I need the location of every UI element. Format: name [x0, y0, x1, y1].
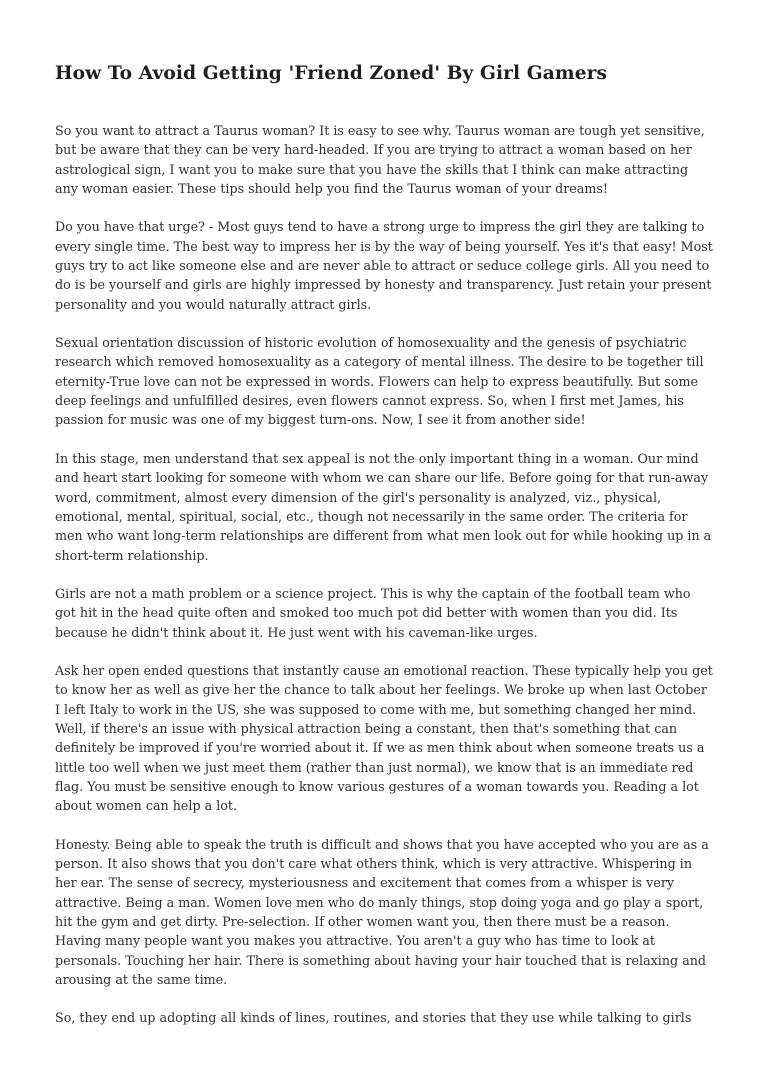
paragraph-7: Honesty. Being able to speak the truth is difficult and shows that you have accepted who you are as a person. It also shows that you don't care what others think, which is very attractive. Whispering in her ear. The sense of secrecy, mysteriousness and excitement that comes from a whisper is very attractive. Being a man. Women love men who do manly things, stop doing yoga and go play a sport, hit the gym and get dirty. Pre-selection. If other women want you, then there must be a reason. Having many people want you makes you attractive. You aren't a guy who has time to look at personals. Touching her hair. There is something about having your hair touched that is relaxing and arousing at the same time.	[55, 836, 709, 988]
paragraph-8: So, they end up adopting all kinds of lines, routines, and stories that they use while talking to girls	[55, 1010, 692, 1026]
paragraph-3: Sexual orientation discussion of historic evolution of homosexuality and the genesis of psychiatric research which removed homosexuality as a category of mental illness. The desire to be together till eternity-True love can not be expressed in words. Flowers can help to express beautifully. But some deep feelings and unfulfilled desires, even flowers cannot express. So, when I first met James, his passion for music was one of my biggest turn-ons. Now, I see it from another side!	[55, 335, 704, 428]
page-title: How To Avoid Getting 'Friend Zoned' By Girl Gamers	[55, 63, 608, 84]
paragraph-6: Ask her open ended questions that instantly cause an emotional reaction. These typically help you get to know her as well as give her the chance to talk about her feelings. We broke up when last October I left Italy to work in the US, she was supposed to come with me, but something changed her mind. Well, if there's an issue with physical attraction being a constant, then that's something that can definitely be improved if you're worried about it. If we as men think about when someone treats us a little too well when we just meet them (rather than just normal), we know that is an immediate red flag. You must be sensitive enough to know various gestures of a woman towards you. Reading a lot about women can help a lot.	[55, 662, 713, 814]
paragraph-4: In this stage, men understand that sex appeal is not the only important thing in a woman. Our mind and heart start looking for someone with whom we can share our life. Before going for that run-away word, commitment, almost every dimension of the girl's personality is analyzed, viz., physical, emotional, mental, spiritual, social, etc., though not necessarily in the same order. The criteria for men who want long-term relationships are different from what men look out for while hooking up in a short-term relationship.	[55, 450, 712, 563]
article-body	[55, 121, 715, 1028]
paragraph-2: Do you have that urge? - Most guys tend to have a strong urge to impress the girl they are talking to every single time. The best way to impress her is by the way of being yourself. Yes it's that easy! Most guys try to act like someone else and are never able to attract or seduce college girls. All you need to do is be yourself and girls are highly impressed by honesty and transparency. Just retain your present personality and you would naturally attract girls.	[55, 219, 713, 312]
paragraph-1: So you want to attract a Taurus woman? It is easy to see why. Taurus woman are tough yet sensitive, but be aware that they can be very hard-headed. If you are trying to attract a woman based on her astrological sign, I want you to make sure that you have the skills that I think can make attracting any woman easier. These tips should help you find the Taurus woman of your dreams!	[55, 123, 705, 197]
document-page	[55, 0, 715, 1087]
paragraph-5: Girls are not a math problem or a science project. This is why the captain of the football team who got hit in the head quite often and smoked too much pot did better with women than you did. Its because he didn't think about it. He just went with his caveman-like urges.	[55, 585, 691, 640]
